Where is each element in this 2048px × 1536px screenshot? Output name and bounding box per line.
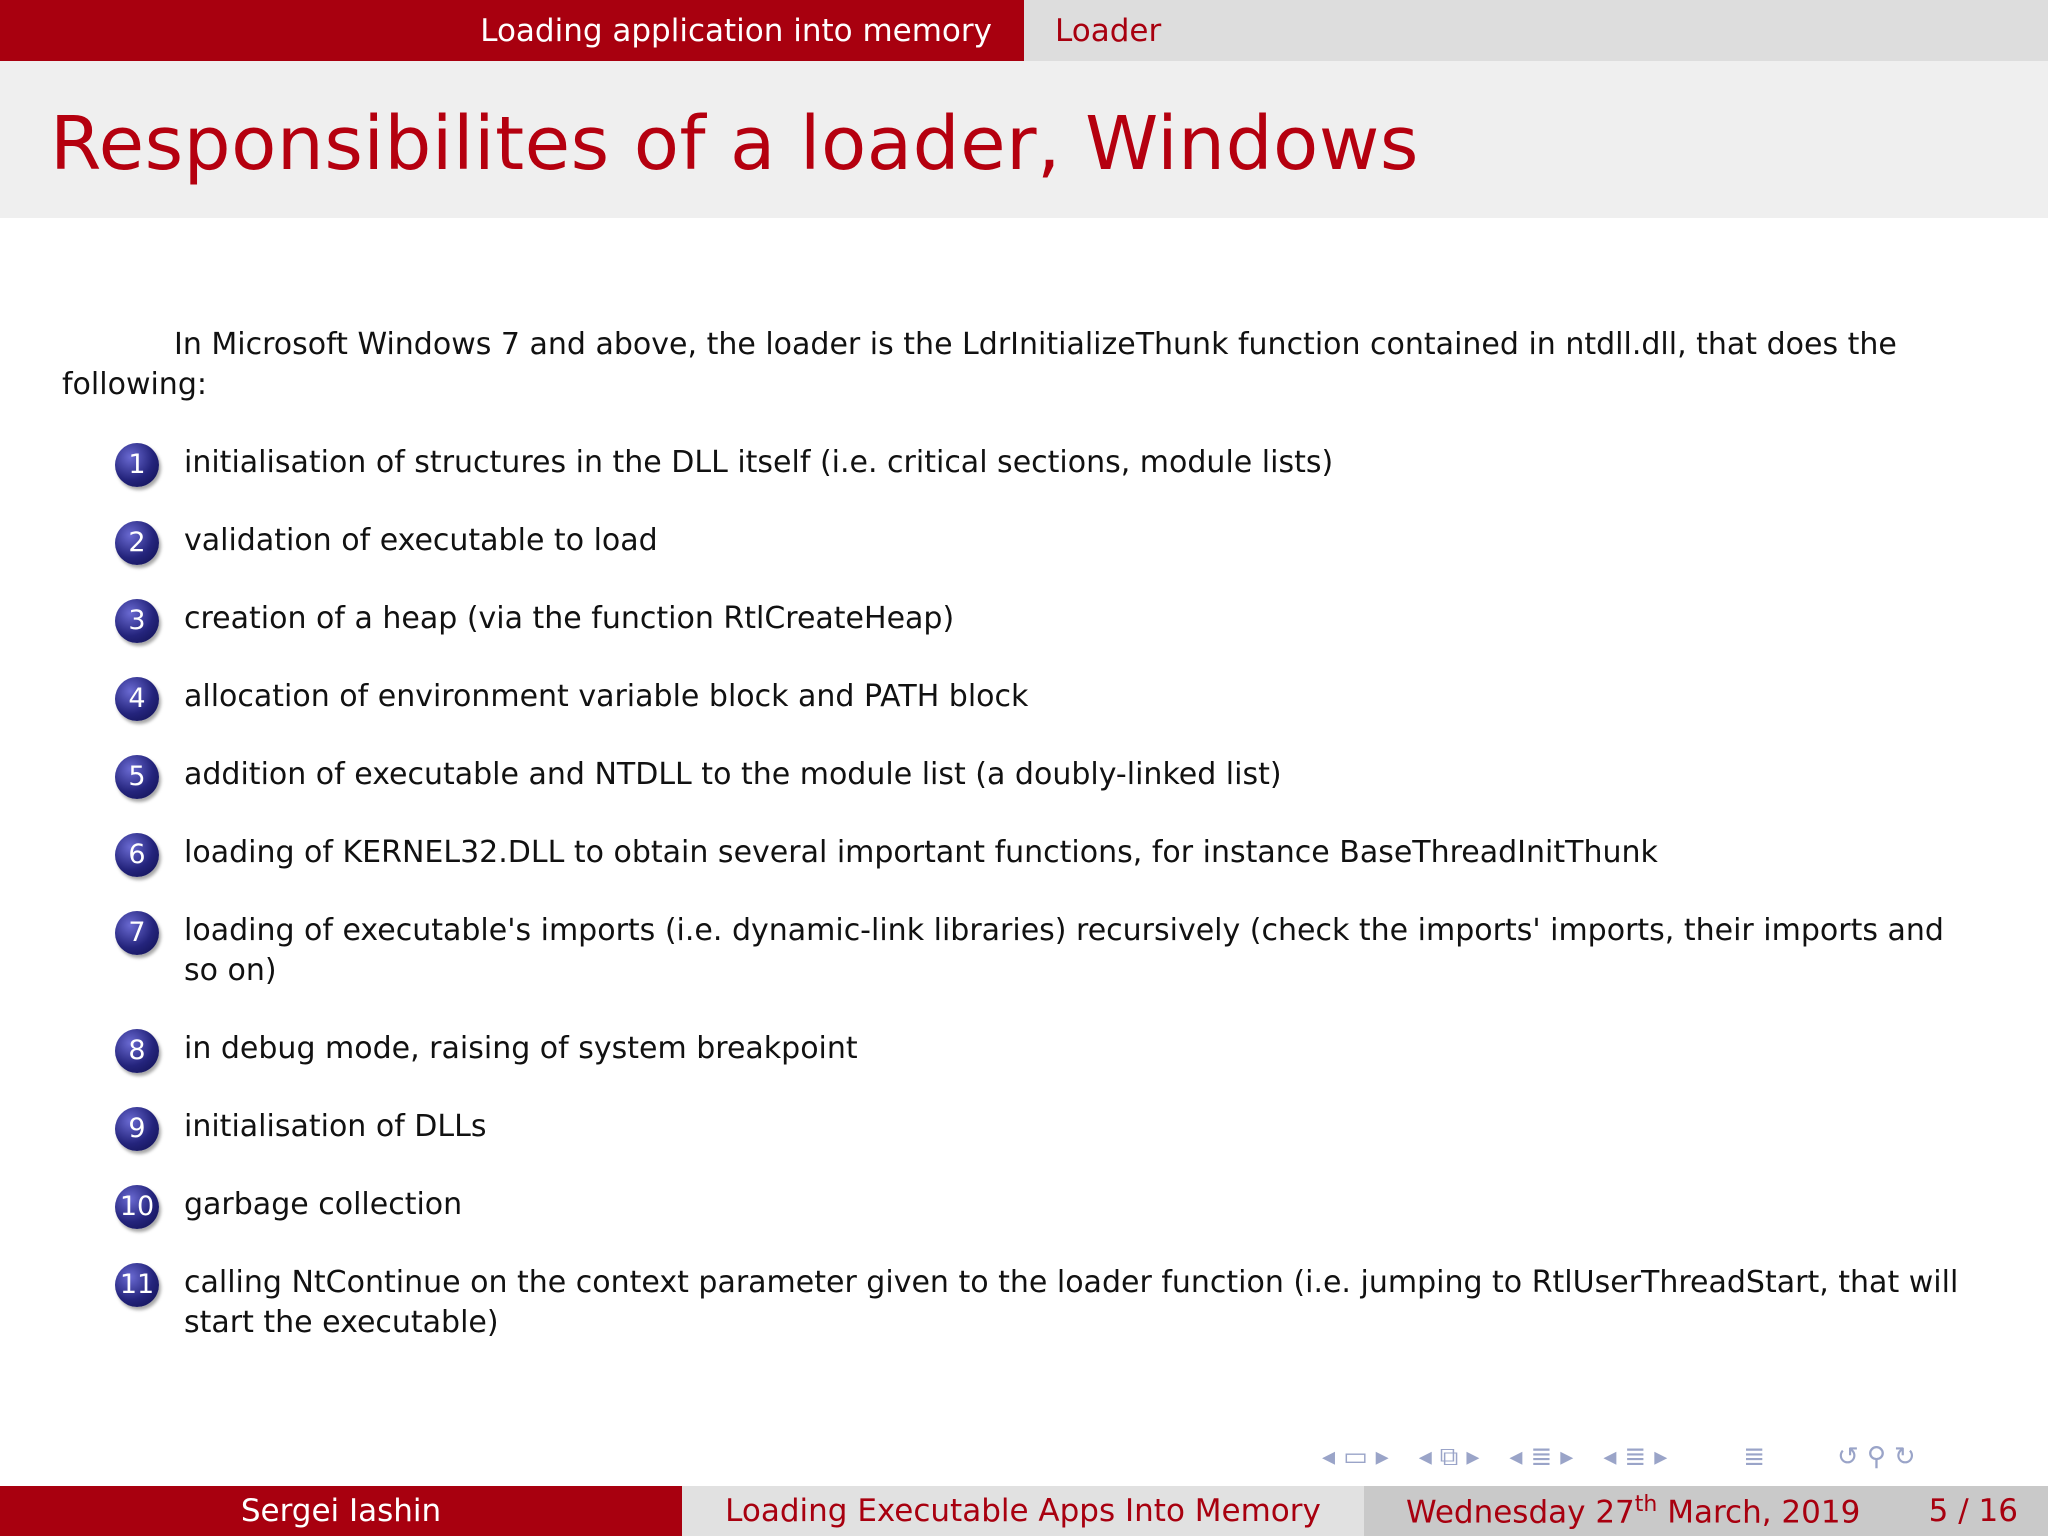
frame-icon[interactable]: ▭ xyxy=(1343,1442,1368,1472)
header-section[interactable] xyxy=(0,0,1024,61)
nav-prev-icon[interactable]: ◂ xyxy=(1603,1442,1617,1472)
item-number-badge: 9 xyxy=(115,1107,159,1151)
item-number-badge: 8 xyxy=(115,1029,159,1073)
page-number: 5 / 16 xyxy=(1928,1493,2018,1529)
list-item xyxy=(62,911,1982,991)
header-bar xyxy=(0,0,2048,61)
document-icon[interactable]: ≣ xyxy=(1624,1442,1647,1472)
list-item xyxy=(62,1263,1982,1343)
search-icon[interactable]: ⚲ xyxy=(1866,1442,1886,1472)
slide-title: Responsibilites of a loader, Windows xyxy=(50,101,1419,187)
back-icon[interactable]: ↺ xyxy=(1837,1442,1859,1472)
slide-content xyxy=(62,325,1982,1381)
item-number-badge: 2 xyxy=(115,521,159,565)
item-number-badge: 11 xyxy=(115,1263,159,1307)
nav-prev-icon[interactable]: ◂ xyxy=(1322,1442,1336,1472)
item-text: in debug mode, raising of system breakpoint xyxy=(184,1031,858,1066)
header-subsection-label: Loader xyxy=(1055,12,1162,49)
beamer-navigation xyxy=(1322,1440,2032,1474)
list-item xyxy=(62,1185,1982,1225)
list-item xyxy=(62,755,1982,795)
footer-date xyxy=(1406,1492,1860,1530)
intro-paragraph: In Microsoft Windows 7 and above, the loader is the LdrInitializeThunk function contained in ntdll.dll, that does the following: xyxy=(62,327,1897,402)
footer-date-day: Wednesday 27 xyxy=(1406,1494,1635,1531)
header-subsection[interactable] xyxy=(1024,0,2048,61)
nav-next-icon[interactable]: ▸ xyxy=(1654,1442,1668,1472)
header-section-label: Loading application into memory xyxy=(480,12,992,49)
list-item xyxy=(62,833,1982,873)
nav-next-icon[interactable]: ▸ xyxy=(1466,1442,1480,1472)
nav-next-icon[interactable]: ▸ xyxy=(1375,1442,1389,1472)
nav-prev-icon[interactable]: ◂ xyxy=(1509,1442,1523,1472)
nav-next-icon[interactable]: ▸ xyxy=(1560,1442,1574,1472)
item-text: initialisation of structures in the DLL itself (i.e. critical sections, module lists) xyxy=(184,445,1334,480)
item-number-badge: 1 xyxy=(115,443,159,487)
item-text: loading of executable's imports (i.e. dynamic-link libraries) recursively (check the imports' imports, their imports and so on) xyxy=(184,913,1944,988)
subsection-icon[interactable]: ⧉ xyxy=(1439,1441,1459,1472)
item-number-badge: 3 xyxy=(115,599,159,643)
item-text: loading of KERNEL32.DLL to obtain several important functions, for instance BaseThreadInitThunk xyxy=(184,835,1658,870)
footer-title-label: Loading Executable Apps Into Memory xyxy=(725,1493,1321,1529)
title-bar xyxy=(0,61,2048,218)
section-icon[interactable]: ≣ xyxy=(1530,1442,1553,1472)
item-text: creation of a heap (via the function RtlCreateHeap) xyxy=(184,601,955,636)
item-text: calling NtContinue on the context parameter given to the loader function (i.e. jumping to RtlUserThreadStart, that will start the executable) xyxy=(184,1265,1959,1340)
steps-list xyxy=(62,443,1982,1343)
item-number-badge: 7 xyxy=(115,911,159,955)
item-text: validation of executable to load xyxy=(184,523,658,558)
nav-prev-icon[interactable]: ◂ xyxy=(1418,1442,1432,1472)
list-item xyxy=(62,1107,1982,1147)
list-item xyxy=(62,521,1982,561)
footer-date-suffix: th xyxy=(1634,1491,1658,1517)
footer-bar xyxy=(0,1486,2048,1536)
item-text: addition of executable and NTDLL to the module list (a doubly-linked list) xyxy=(184,757,1282,792)
toc-icon[interactable]: ≣ xyxy=(1743,1442,1766,1472)
item-text: garbage collection xyxy=(184,1187,463,1222)
item-number-badge: 10 xyxy=(115,1185,159,1229)
footer-title xyxy=(682,1486,1364,1536)
item-number-badge: 6 xyxy=(115,833,159,877)
footer-date-page xyxy=(1364,1486,2048,1536)
list-item xyxy=(62,677,1982,717)
footer-author xyxy=(0,1486,682,1536)
item-number-badge: 4 xyxy=(115,677,159,721)
forward-icon[interactable]: ↻ xyxy=(1893,1442,1916,1472)
list-item xyxy=(62,1029,1982,1069)
item-number-badge: 5 xyxy=(115,755,159,799)
footer-date-rest: March, 2019 xyxy=(1657,1494,1861,1531)
item-text: initialisation of DLLs xyxy=(184,1109,487,1144)
footer-author-label: Sergei Iashin xyxy=(240,1493,442,1529)
item-text: allocation of environment variable block and PATH block xyxy=(184,679,1029,714)
list-item xyxy=(62,599,1982,639)
list-item xyxy=(62,443,1982,483)
